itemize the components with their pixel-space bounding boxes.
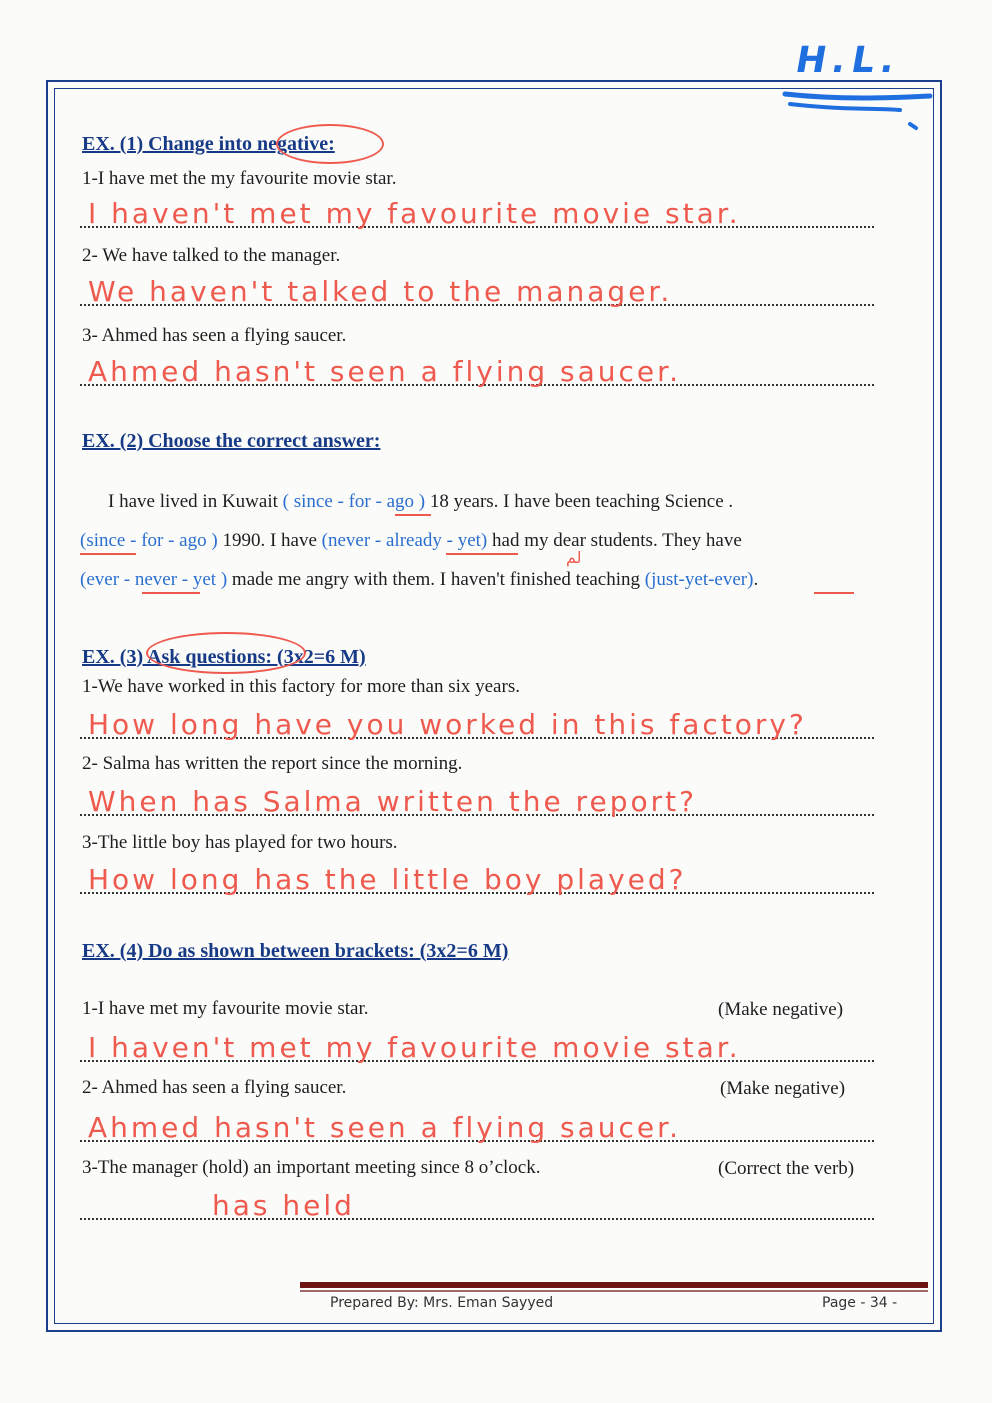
ex1-answer-line-1 [80,196,874,228]
ex4-hint-2: (Make negative) [720,1078,846,1099]
ex4-answer-2: Ahmed hasn't seen a flying saucer. [88,1111,681,1144]
ex4-answer-line-3 [80,1188,874,1220]
ex4-answer-3: has held [212,1189,355,1222]
ex3-question-1: 1-We have worked in this factory for more than six years. [82,676,520,697]
ex1-answer-line-3 [80,354,874,386]
footer-prepared-by: Prepared By: Mrs. Eman Sayyed [330,1295,554,1311]
ex4-answer-1: I haven't met my favourite movie star. [88,1031,741,1064]
ex1-heading: EX. (1) Change into negative: [82,133,335,155]
ex3-answer-line-2 [80,784,874,816]
ex4-hint-1: (Make negative) [718,999,844,1020]
ex2-text-1: I have lived in Kuwait [108,491,278,512]
ex2-underline-4 [142,592,200,594]
ex2-options-5: (just-yet-ever) [644,569,754,590]
footer-page-number: Page - 34 - [822,1295,898,1311]
ex4-question-1: 1-I have met my favourite movie star. [82,998,369,1019]
corner-scribble [780,80,940,140]
footer-bar-thin [300,1290,928,1292]
ex3-question-2: 2- Salma has written the report since the morning. [82,753,463,774]
ex3-answer-3: How long has the little boy played? [88,863,687,896]
ex2-text-2: 18 years. I have been teaching Science . [429,491,734,512]
ex3-answer-1: How long have you worked in this factory? [88,708,807,741]
ex2-options-1: ( since - for - ago ) [282,491,426,512]
ex1-question-1: 1-I have met the my favourite movie star. [82,168,397,189]
ex4-hint-3: (Correct the verb) [718,1158,855,1179]
ex2-options-2: (since - for - ago ) [80,530,218,551]
ex2-text-4: had my dear students. They have [492,530,742,551]
ex2-line-1 [108,482,938,521]
ex4-question-2: 2- Ahmed has seen a flying saucer. [82,1077,347,1098]
ex1-answer-2: We haven't talked to the manager. [88,275,673,308]
ex3-question-3: 3-The little boy has played for two hours. [82,832,398,853]
ex1-answer-3: Ahmed hasn't seen a flying saucer. [88,355,681,388]
ex4-answer-line-2 [80,1110,874,1142]
ex2-handwritten-note: لم [566,548,582,567]
footer-bar [300,1282,928,1288]
ex2-text-3: 1990. I have [222,530,317,551]
ex2-line-3 [80,560,910,599]
ex2-underline-1 [395,514,431,516]
ex3-heading: EX. (3) Ask questions: (3x2=6 M) [82,646,366,668]
ex2-text-6: . [753,569,759,590]
ex1-question-3: 3- Ahmed has seen a flying saucer. [82,325,347,346]
ex2-underline-3 [446,553,518,555]
ex3-answer-line-1 [80,707,874,739]
ex1-answer-line-2 [80,274,874,306]
ex4-answer-line-1 [80,1030,874,1062]
ex4-heading: EX. (4) Do as shown between brackets: (3x2=6 M) [82,940,509,962]
ex2-options-4: (ever - never - yet ) [80,569,228,590]
ex2-options-3: (never - already - yet) [321,530,488,551]
ex4-question-3: 3-The manager (hold) an important meeting since 8 o’clock. [82,1157,541,1178]
ex3-answer-2: When has Salma written the report? [88,785,697,818]
ex1-question-2: 2- We have talked to the manager. [82,245,341,266]
ex1-answer-1: I haven't met my favourite movie star. [88,197,741,230]
ex2-text-5: made me angry with them. I haven't finished teaching [231,569,641,590]
ex3-answer-line-3 [80,862,874,894]
ex2-underline-2 [80,553,136,555]
ex2-underline-5 [814,592,854,594]
ex2-heading: EX. (2) Choose the correct answer: [82,430,381,452]
corner-note: H.L. [792,40,905,81]
